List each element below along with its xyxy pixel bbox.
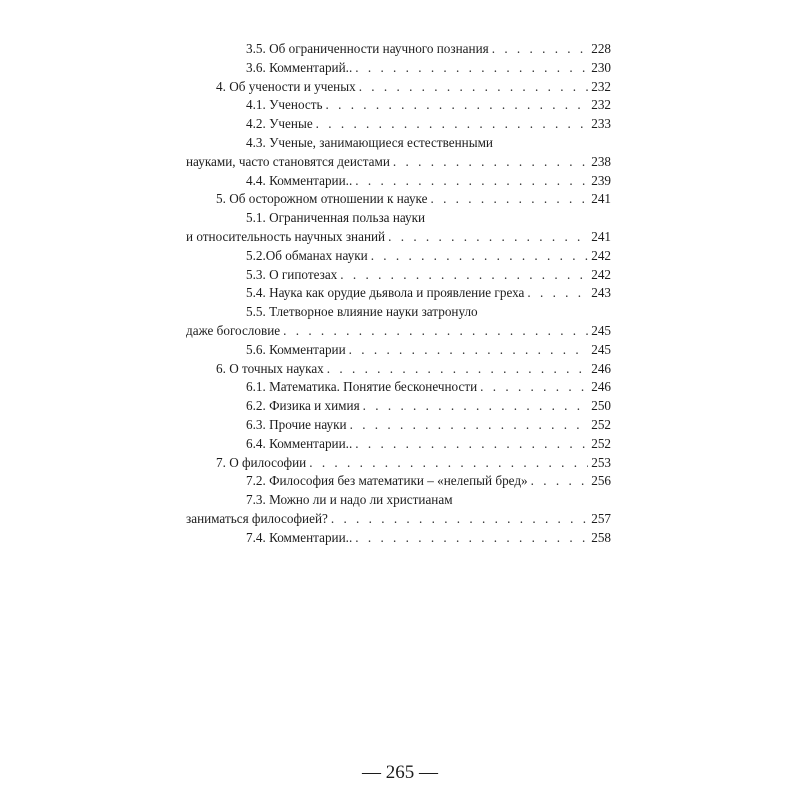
toc-entry (186, 190, 611, 209)
toc-entry (186, 416, 611, 435)
dot-leader (393, 153, 588, 172)
toc-entry-page: 228 (591, 41, 611, 56)
toc-entry-page: 230 (591, 59, 611, 75)
toc-entry-title: 6.1. Математика. Понятие бесконечности (246, 379, 478, 395)
dot-leader (355, 172, 588, 191)
toc-entry (186, 360, 611, 379)
dot-leader (340, 266, 588, 285)
toc-entry-title: 4.3. Ученые, занимающиеся естественными (246, 134, 493, 150)
dot-leader (527, 284, 588, 303)
toc-entry-page: 250 (591, 398, 611, 414)
toc-entry-title: 6.3. Прочие науки (246, 416, 347, 432)
dot-leader (283, 322, 588, 341)
toc-entry (186, 472, 611, 491)
toc-entry-page: 246 (591, 360, 611, 376)
toc-entry-page: 258 (591, 529, 611, 545)
toc-entry-page: 245 (591, 322, 611, 338)
dot-leader (480, 378, 588, 397)
toc-entry-title: 4.2. Ученые (246, 116, 313, 132)
toc-entry (186, 378, 611, 397)
toc-entry-title: 4.1. Ученость (246, 97, 323, 113)
toc-entry-title: 4.4. Комментарии.. (246, 172, 353, 188)
toc-entry (186, 454, 611, 473)
toc-entry-page: 257 (591, 510, 611, 526)
toc-entry-page: 232 (591, 78, 611, 94)
toc-entry-title: и относительность научных знаний (186, 228, 386, 244)
toc-entry-title: заниматься философией? (186, 510, 328, 526)
toc-entry-page: 241 (591, 228, 611, 244)
toc-entry (186, 510, 611, 529)
table-of-contents (186, 40, 611, 548)
toc-entry-page: 256 (591, 473, 611, 489)
toc-entry-page: 232 (591, 97, 611, 113)
toc-entry-page: 241 (591, 191, 611, 207)
toc-entry-title: 4. Об учености и ученых (216, 78, 356, 94)
toc-entry-title: 5. Об осторожном отношении к науке (216, 191, 428, 207)
toc-entry-title: 5.3. О гипотезах (246, 266, 338, 282)
dot-leader (371, 247, 589, 266)
dot-leader (350, 416, 589, 435)
toc-entry-page: 233 (591, 116, 611, 132)
toc-entry-title: 3.6. Комментарий.. (246, 59, 353, 75)
dot-leader (355, 59, 588, 78)
toc-entry (186, 341, 611, 360)
toc-entry-title: 6.4. Комментарии.. (246, 435, 353, 451)
toc-entry (186, 247, 611, 266)
toc-entry (186, 266, 611, 285)
toc-entry (186, 134, 611, 153)
dot-leader (531, 472, 589, 491)
toc-entry-title: науками, часто становятся деистами (186, 153, 390, 169)
toc-entry (186, 491, 611, 510)
dot-leader (327, 360, 588, 379)
toc-entry (186, 40, 611, 59)
toc-entry (186, 284, 611, 303)
toc-entry-title: 5.4. Наука как орудие дьявола и проявление греха (246, 285, 525, 301)
dot-leader (430, 190, 588, 209)
toc-entry-page: 253 (591, 454, 611, 470)
toc-entry (186, 228, 611, 247)
page-number: — 265 — (362, 762, 438, 783)
toc-entry (186, 209, 611, 228)
toc-entry-page: 238 (591, 153, 611, 169)
dot-leader (326, 96, 589, 115)
toc-entry-page: 252 (591, 435, 611, 451)
dot-leader (349, 341, 589, 360)
dot-leader (316, 115, 589, 134)
toc-entry-page: 252 (591, 416, 611, 432)
toc-entry-title: 7.2. Философия без математики – «нелепый бред» (246, 473, 528, 489)
toc-entry (186, 59, 611, 78)
dot-leader (388, 228, 588, 247)
toc-entry (186, 435, 611, 454)
toc-entry-page: 246 (591, 379, 611, 395)
toc-entry (186, 397, 611, 416)
toc-entry-page: 242 (591, 266, 611, 282)
dot-leader (309, 454, 588, 473)
dot-leader (331, 510, 588, 529)
toc-entry-page: 242 (591, 247, 611, 263)
toc-entry-title: 5.6. Комментарии (246, 341, 346, 357)
toc-entry (186, 172, 611, 191)
toc-entry-title: 5.1. Ограниченная польза науки (246, 210, 426, 226)
toc-entry (186, 322, 611, 341)
toc-entry-title: 7. О философии (216, 454, 307, 470)
toc-entry-page: 239 (591, 172, 611, 188)
dot-leader (359, 78, 589, 97)
toc-entry (186, 153, 611, 172)
toc-entry (186, 78, 611, 97)
toc-entry-title: 5.5. Тлетворное влияние науки затронуло (246, 304, 478, 320)
toc-entry-title: 3.5. Об ограниченности научного познания (246, 41, 489, 56)
toc-entry-title: 5.2.Об обманах науки (246, 247, 368, 263)
toc-entry (186, 303, 611, 322)
toc-entry-page: 243 (591, 285, 611, 301)
toc-entry (186, 96, 611, 115)
toc-entry (186, 115, 611, 134)
toc-entry-page: 245 (591, 341, 611, 357)
dot-leader (492, 40, 589, 59)
dot-leader (355, 529, 588, 548)
toc-entry (186, 529, 611, 548)
toc-entry-title: 6.2. Физика и химия (246, 398, 360, 414)
toc-entry-title: 7.4. Комментарии.. (246, 529, 353, 545)
toc-entry-title: даже богословие (186, 322, 281, 338)
dot-leader (355, 435, 588, 454)
dot-leader (363, 397, 589, 416)
toc-entry-title: 6. О точных науках (216, 360, 324, 376)
toc-entry-title: 7.3. Можно ли и надо ли христианам (246, 492, 453, 508)
